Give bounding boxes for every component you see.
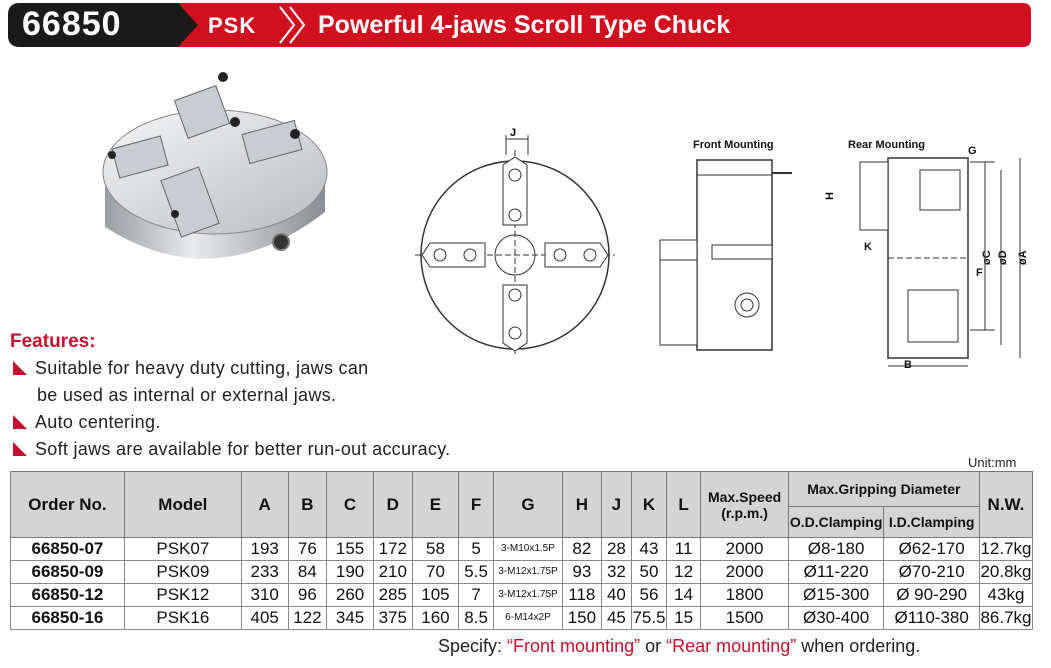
rear-mounting-drawing: [820, 140, 1035, 375]
specify-prefix: Specify:: [438, 636, 503, 656]
cell-speed: 2000: [701, 561, 788, 584]
cell-e: 160: [412, 607, 459, 630]
col-grip: Max.Gripping Diameter: [788, 472, 979, 507]
cell-c: 345: [327, 607, 374, 630]
rear-mounting-label: Rear Mounting: [848, 139, 925, 151]
speed-header: Max.Speed: [708, 488, 782, 505]
dim-d: øD: [997, 250, 1009, 265]
cell-k: 75.5: [632, 607, 667, 630]
cell-id: Ø70-210: [884, 561, 980, 584]
cell-g: 3-M10x1.5P: [493, 538, 562, 561]
cell-model: PSK09: [124, 561, 241, 584]
cell-order: 66850-09: [11, 561, 125, 584]
speed-unit: (r.p.m.): [721, 504, 768, 521]
cell-e: 70: [412, 561, 459, 584]
bullet-triangle-icon: [13, 415, 27, 429]
cell-speed: 1800: [701, 584, 788, 607]
cell-f: 5: [459, 538, 494, 561]
cell-od: Ø15-300: [788, 584, 884, 607]
specify-note: [438, 636, 920, 657]
cell-l: 14: [666, 584, 701, 607]
col-od: O.D.Clamping: [788, 507, 884, 538]
feature-item-2: [13, 412, 161, 433]
title-banner: [8, 3, 1031, 47]
cell-nw: 86.7kg: [979, 607, 1032, 630]
cell-id: Ø110-380: [884, 607, 980, 630]
cell-nw: 43kg: [979, 584, 1032, 607]
cell-b: 76: [288, 538, 327, 561]
cell-model: PSK07: [124, 538, 241, 561]
dim-h: H: [824, 192, 836, 200]
feature-text-1: Suitable for heavy duty cutting, jaws can: [35, 358, 369, 378]
feature-item-3: [13, 439, 450, 460]
cell-h: 150: [563, 607, 602, 630]
feature-item-1-cont: be used as internal or external jaws.: [37, 385, 337, 405]
dim-b: B: [904, 359, 912, 371]
col-e: E: [412, 472, 459, 538]
cell-speed: 2000: [701, 538, 788, 561]
cell-b: 122: [288, 607, 327, 630]
series-code: PSK: [208, 13, 257, 38]
col-l: L: [666, 472, 701, 538]
col-speed: [701, 472, 788, 538]
cell-id: Ø62-170: [884, 538, 980, 561]
cell-nw: 20.8kg: [979, 561, 1032, 584]
cell-b: 96: [288, 584, 327, 607]
cell-g: 3-M12x1.75P: [493, 561, 562, 584]
front-mounting-drawing: [652, 155, 797, 360]
bullet-triangle-icon: [13, 361, 27, 375]
cell-nw: 12.7kg: [979, 538, 1032, 561]
cell-f: 5.5: [459, 561, 494, 584]
feature-text-3: Soft jaws are available for better run-out accuracy.: [35, 439, 451, 459]
features-title: Features:: [10, 331, 96, 352]
cell-od: Ø11-220: [788, 561, 884, 584]
cell-j: 28: [601, 538, 632, 561]
cell-e: 58: [412, 538, 459, 561]
cell-e: 105: [412, 584, 459, 607]
chuck-photo: [95, 62, 335, 282]
table-row: [11, 538, 1033, 561]
bullet-triangle-icon: [13, 442, 27, 456]
dim-a: øA: [1017, 250, 1029, 265]
front-view-drawing: [410, 125, 620, 355]
specify-suffix: when ordering.: [801, 636, 921, 656]
cell-h: 118: [563, 584, 602, 607]
col-id: I.D.Clamping: [884, 507, 980, 538]
unit-label: Unit:mm: [968, 455, 1017, 470]
cell-order: 66850-12: [11, 584, 125, 607]
table-row: [11, 607, 1033, 630]
cell-b: 84: [288, 561, 327, 584]
cell-od: Ø30-400: [788, 607, 884, 630]
specify-front: “Front mounting”: [507, 636, 641, 656]
feature-item-1: [13, 358, 368, 379]
col-model: Model: [124, 472, 241, 538]
cell-model: PSK12: [124, 584, 241, 607]
col-order: Order No.: [11, 472, 125, 538]
cell-k: 50: [632, 561, 667, 584]
col-b: B: [288, 472, 327, 538]
col-a: A: [241, 472, 288, 538]
cell-f: 7: [459, 584, 494, 607]
cell-d: 210: [373, 561, 412, 584]
col-d: D: [373, 472, 412, 538]
specify-or: or: [645, 636, 662, 656]
cell-h: 82: [563, 538, 602, 561]
cell-order: 66850-07: [11, 538, 125, 561]
dim-f: F: [976, 267, 983, 279]
cell-a: 310: [241, 584, 288, 607]
cell-model: PSK16: [124, 607, 241, 630]
cell-l: 11: [666, 538, 701, 561]
dim-k: K: [864, 241, 872, 253]
col-k: K: [632, 472, 667, 538]
specify-rear: “Rear mounting”: [666, 636, 797, 656]
col-g: G: [493, 472, 562, 538]
table-row: [11, 561, 1033, 584]
front-mounting-label: Front Mounting: [693, 139, 774, 151]
cell-a: 193: [241, 538, 288, 561]
cell-j: 45: [601, 607, 632, 630]
cell-l: 12: [666, 561, 701, 584]
cell-a: 233: [241, 561, 288, 584]
feature-text-2: Auto centering.: [35, 412, 161, 432]
cell-k: 43: [632, 538, 667, 561]
spec-table: [10, 471, 1033, 630]
cell-d: 285: [373, 584, 412, 607]
cell-id: Ø 90-290: [884, 584, 980, 607]
cell-c: 190: [327, 561, 374, 584]
product-code: 66850: [22, 5, 122, 43]
cell-c: 155: [327, 538, 374, 561]
cell-l: 15: [666, 607, 701, 630]
cell-a: 405: [241, 607, 288, 630]
cell-order: 66850-16: [11, 607, 125, 630]
dim-g: G: [968, 145, 977, 157]
page-title: Powerful 4-jaws Scroll Type Chuck: [318, 11, 731, 39]
col-h: H: [563, 472, 602, 538]
cell-h: 93: [563, 561, 602, 584]
cell-speed: 1500: [701, 607, 788, 630]
table-row: [11, 584, 1033, 607]
cell-j: 32: [601, 561, 632, 584]
cell-d: 172: [373, 538, 412, 561]
cell-f: 8.5: [459, 607, 494, 630]
col-c: C: [327, 472, 374, 538]
cell-c: 260: [327, 584, 374, 607]
cell-j: 40: [601, 584, 632, 607]
cell-g: 3-M12x1.75P: [493, 584, 562, 607]
col-j: J: [601, 472, 632, 538]
cell-od: Ø8-180: [788, 538, 884, 561]
col-nw: N.W.: [979, 472, 1032, 538]
cell-g: 6-M14x2P: [493, 607, 562, 630]
cell-d: 375: [373, 607, 412, 630]
col-f: F: [459, 472, 494, 538]
dim-c: øC: [981, 250, 993, 265]
cell-k: 56: [632, 584, 667, 607]
dim-j: J: [510, 127, 517, 139]
